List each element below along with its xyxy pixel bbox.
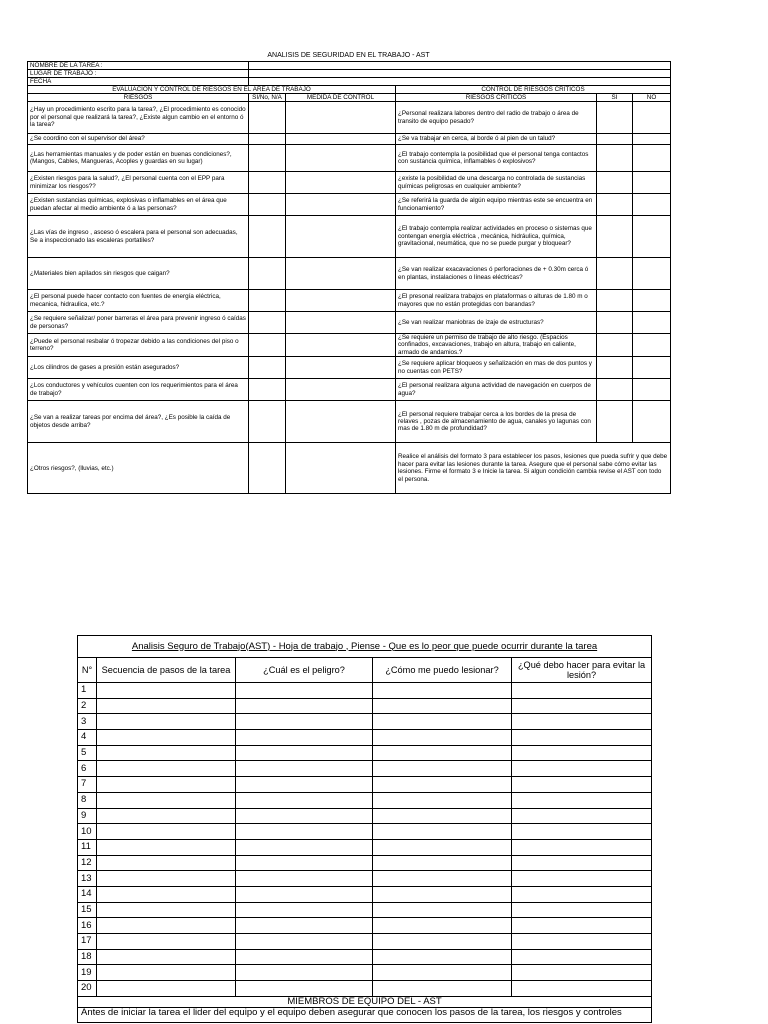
row-number: 18: [78, 949, 97, 965]
risk-row: [28, 334, 671, 357]
worksheet-row: [78, 934, 652, 950]
control-measure-cell[interactable]: [286, 194, 396, 216]
hazard-cell[interactable]: [236, 698, 373, 714]
work-location-label: LUGAR DE TRABAJO :: [28, 70, 249, 78]
row-number: 9: [78, 808, 97, 824]
worksheet-row: [78, 714, 652, 730]
step-cell[interactable]: [97, 745, 236, 761]
header-riesgos: RIESGOS: [28, 94, 249, 102]
hazard-cell[interactable]: [236, 902, 373, 918]
risk-row: [28, 379, 671, 401]
risk-answer-cell[interactable]: [249, 312, 286, 334]
step-cell[interactable]: [97, 761, 236, 777]
risk-question: ¿Hay un procedimiento escrito para la tarea?, ¿El procedimiento es conocido por el personal que realizará la tarea?, ¿Existe algun cambio en el entorno ó la tarea?: [28, 102, 249, 134]
step-cell[interactable]: [97, 855, 236, 871]
row-number: 7: [78, 777, 97, 793]
worksheet-table: [77, 635, 652, 1023]
risk-row: [28, 401, 671, 443]
worksheet-row: [78, 792, 652, 808]
risk-answer-cell[interactable]: [249, 102, 286, 134]
injury-cell[interactable]: [373, 934, 512, 950]
critical-risk-question: ¿Personal realizara labores dentro del radio de trabajo o área de transito de equipo pesado?: [396, 102, 597, 134]
critical-risk-question: ¿Se van realizar exacavaciones ó perforaciones de + 0.30m cerca ó en plantas, instalaciones o líneas eléctricas?: [396, 258, 597, 290]
worksheet-title-cell: [78, 636, 652, 658]
step-cell[interactable]: [97, 918, 236, 934]
risk-answer-cell[interactable]: [249, 401, 286, 443]
risk-question: ¿Se coordino con el supervisor del área?: [28, 134, 249, 145]
field-row-location: [28, 70, 671, 78]
row-number: 5: [78, 745, 97, 761]
critical-no-cell[interactable]: [633, 290, 671, 312]
critical-no-cell[interactable]: [633, 134, 671, 145]
critical-si-cell[interactable]: [597, 312, 633, 334]
risk-question: ¿Materiales bien apilados sin riesgos que caigan?: [28, 258, 249, 290]
prevention-cell[interactable]: [512, 714, 652, 730]
injury-cell[interactable]: [373, 886, 512, 902]
critical-no-cell[interactable]: [633, 401, 671, 443]
prevention-cell[interactable]: [512, 808, 652, 824]
prevention-cell[interactable]: [512, 730, 652, 746]
ast-table: [27, 61, 671, 494]
worksheet-row: [78, 824, 652, 840]
prevention-cell[interactable]: [512, 981, 652, 997]
prevention-cell[interactable]: [512, 949, 652, 965]
worksheet-row: [78, 777, 652, 793]
header-riesgos-criticos: RIESGOS CRITICOS: [396, 94, 597, 102]
right-section-title: CONTROL DE RIESGOS CRITICOS: [396, 86, 671, 94]
risk-question: ¿Las herramientas manuales y de poder están en buenas condiciones?, (Mangos, Cables, Mangueras, Acoples y guardas en su lugar): [28, 145, 249, 172]
hazard-cell[interactable]: [236, 777, 373, 793]
critical-no-cell[interactable]: [633, 194, 671, 216]
risk-question: ¿Existen sustancias químicas, explosivas o inflamables en el área que puedan afectar al medio ambiente ó a las personas?: [28, 194, 249, 216]
injury-cell[interactable]: [373, 792, 512, 808]
risk-question: ¿Existen riesgos para la salud?, ¿El personal cuenta con el EPP para minimizar los riesgos??: [28, 172, 249, 194]
hazard-cell[interactable]: [236, 824, 373, 840]
control-measure-cell[interactable]: [286, 443, 396, 494]
hazard-cell[interactable]: [236, 855, 373, 871]
injury-cell[interactable]: [373, 745, 512, 761]
risk-row: [28, 216, 671, 258]
critical-si-cell[interactable]: [597, 145, 633, 172]
row-number: 12: [78, 855, 97, 871]
hazard-cell[interactable]: [236, 934, 373, 950]
injury-cell[interactable]: [373, 981, 512, 997]
note-row: [78, 1007, 652, 1022]
date-label: FECHA: [28, 78, 249, 86]
step-cell[interactable]: [97, 965, 236, 981]
worksheet-row: [78, 902, 652, 918]
injury-cell[interactable]: [373, 855, 512, 871]
injury-cell[interactable]: [373, 761, 512, 777]
critical-si-cell[interactable]: [597, 258, 633, 290]
row-number: 17: [78, 934, 97, 950]
left-section-title: EVALUACIÓN Y CONTROL DE RIESGOS EN EL ÁREA DE TRABAJO: [28, 86, 396, 94]
injury-cell[interactable]: [373, 871, 512, 887]
risk-row: [28, 357, 671, 379]
worksheet-row: [78, 949, 652, 965]
prevention-cell[interactable]: [512, 918, 652, 934]
risk-answer-cell[interactable]: [249, 216, 286, 258]
injury-cell[interactable]: [373, 777, 512, 793]
critical-risk-question: ¿El personal requiere trabajar cerca a los bordes de la presa de relaves , pozas de almacenamiento de agua, canales yo lagunas con mas de 1.80 m de profundidad?: [396, 401, 597, 443]
row-number: 16: [78, 918, 97, 934]
risk-row: [28, 194, 671, 216]
row-number: 19: [78, 965, 97, 981]
step-cell[interactable]: [97, 902, 236, 918]
critical-no-cell[interactable]: [633, 258, 671, 290]
prevention-cell[interactable]: [512, 934, 652, 950]
worksheet-row: [78, 683, 652, 699]
row-number: 13: [78, 871, 97, 887]
hazard-cell[interactable]: [236, 714, 373, 730]
control-measure-cell[interactable]: [286, 258, 396, 290]
critical-si-cell[interactable]: [597, 290, 633, 312]
ast-worksheet: [77, 635, 651, 1023]
risk-question: ¿Se van a realizar tareas por encima del área?, ¿Es posible la caída de objetos desde arriba?: [28, 401, 249, 443]
risk-row: [28, 443, 671, 494]
hazard-cell[interactable]: [236, 761, 373, 777]
critical-si-cell[interactable]: [597, 401, 633, 443]
team-note: Antes de iniciar la tarea el lider del equipo y el equipo deben asegurar que conocen los pasos de la tarea, los riesgos y controles: [78, 1007, 652, 1022]
risk-row: [28, 134, 671, 145]
risk-answer-cell[interactable]: [249, 290, 286, 312]
risk-row: [28, 172, 671, 194]
step-cell[interactable]: [97, 777, 236, 793]
control-measure-cell[interactable]: [286, 216, 396, 258]
risk-question: ¿Puede el personal resbalar ó tropezar debido a las condiciones del piso o terreno?: [28, 334, 249, 357]
worksheet-row: [78, 761, 652, 777]
risk-answer-cell[interactable]: [249, 145, 286, 172]
worksheet-header-row: [78, 658, 652, 683]
step-cell[interactable]: [97, 730, 236, 746]
injury-cell[interactable]: [373, 698, 512, 714]
injury-cell[interactable]: [373, 730, 512, 746]
control-measure-cell[interactable]: [286, 312, 396, 334]
step-cell[interactable]: [97, 698, 236, 714]
header-prevention: ¿Qué debo hacer para evitar la lesión?: [512, 658, 652, 683]
critical-si-cell[interactable]: [597, 134, 633, 145]
hazard-cell[interactable]: [236, 886, 373, 902]
prevention-cell[interactable]: [512, 886, 652, 902]
injury-cell[interactable]: [373, 824, 512, 840]
hazard-cell[interactable]: [236, 871, 373, 887]
members-title: MIEMBROS DE EQUIPO DEL - AST: [78, 996, 652, 1007]
prevention-cell[interactable]: [512, 965, 652, 981]
injury-cell[interactable]: [373, 949, 512, 965]
instructions-note: Realice el análisis del formato 3 para establecer los pasos, lesiones que pueda sufrir y que debe hacer para evitar las lesiones durante la tarea. Asegure que el personal sabe cómo evitar las lesiones. Firme el formato 3 e Inicie la tarea. Si algun condición cambia revise el AST con todo el persona.: [396, 443, 671, 494]
row-number: 4: [78, 730, 97, 746]
worksheet-row: [78, 965, 652, 981]
worksheet-row: [78, 855, 652, 871]
prevention-cell[interactable]: [512, 698, 652, 714]
injury-cell[interactable]: [373, 839, 512, 855]
critical-si-cell[interactable]: [597, 172, 633, 194]
task-name-value[interactable]: [249, 62, 671, 70]
control-measure-cell[interactable]: [286, 145, 396, 172]
risk-question: ¿Se requiere señalizar/ poner barreras el área para prevenir ingreso ó caídas de personas?: [28, 312, 249, 334]
prevention-cell[interactable]: [512, 777, 652, 793]
column-header-row: [28, 94, 671, 102]
prevention-cell[interactable]: [512, 761, 652, 777]
ast-form: [27, 50, 670, 494]
critical-no-cell[interactable]: [633, 357, 671, 379]
control-measure-cell[interactable]: [286, 401, 396, 443]
risk-answer-cell[interactable]: [249, 172, 286, 194]
control-measure-cell[interactable]: [286, 357, 396, 379]
critical-risk-question: ¿Se requiere un permiso de trabajo de alto riesgo. (Espacios confinados, excavaciones, trabajo en altura, trabajo en caliente, armado de andamios.?: [396, 334, 597, 357]
risk-row: [28, 258, 671, 290]
risk-row: [28, 312, 671, 334]
step-cell[interactable]: [97, 824, 236, 840]
row-number: 3: [78, 714, 97, 730]
injury-cell[interactable]: [373, 918, 512, 934]
critical-no-cell[interactable]: [633, 102, 671, 134]
header-si-no-na: SI/No, N/A: [249, 94, 286, 102]
risk-row: [28, 290, 671, 312]
risk-answer-cell[interactable]: [249, 443, 286, 494]
date-value[interactable]: [249, 78, 671, 86]
field-row-date: [28, 78, 671, 86]
header-no: NO: [633, 94, 671, 102]
header-injury: ¿Cómo me puedo lesionar?: [373, 658, 512, 683]
step-cell[interactable]: [97, 683, 236, 699]
prevention-cell[interactable]: [512, 871, 652, 887]
step-cell[interactable]: [97, 934, 236, 950]
step-cell[interactable]: [97, 792, 236, 808]
risk-answer-cell[interactable]: [249, 134, 286, 145]
injury-cell[interactable]: [373, 683, 512, 699]
worksheet-row: [78, 698, 652, 714]
critical-risk-question: ¿El trabajo contempla realizar actividades en proceso o sistemas que contengan energía eléctrica , mecánica, hidráulica, química, gravitacional, neumática, que no se puede purgar y bloquear?: [396, 216, 597, 258]
critical-risk-question: ¿Se van realizar maniobras de izaje de estructuras?: [396, 312, 597, 334]
worksheet-row: [78, 981, 652, 997]
row-number: 20: [78, 981, 97, 997]
hazard-cell[interactable]: [236, 949, 373, 965]
worksheet-row: [78, 808, 652, 824]
critical-si-cell[interactable]: [597, 357, 633, 379]
row-number: 8: [78, 792, 97, 808]
worksheet-title-row: [78, 636, 652, 658]
critical-risk-question: ¿Se referirá la guarda de algún equipo mientras este se encuentra en funcionamiento?: [396, 194, 597, 216]
step-cell[interactable]: [97, 981, 236, 997]
risk-question: ¿El personal puede hacer contacto con fuentes de energía eléctrica, mecanica, hidraulica, etc.?: [28, 290, 249, 312]
risk-question: ¿Las vías de ingreso , asceso ó escalera para el personal son adecuadas, Se a inspeccionado las escaleras portatiles?: [28, 216, 249, 258]
critical-risk-question: ¿El trabajo contempla la posibilidad que el personal tenga contactos con sustancia química, inflamables ó explosivos?: [396, 145, 597, 172]
task-name-label: NOMBRE DE LA TAREA :: [28, 62, 249, 70]
section-title-row: [28, 86, 671, 94]
hazard-cell[interactable]: [236, 683, 373, 699]
critical-no-cell[interactable]: [633, 312, 671, 334]
hazard-cell[interactable]: [236, 918, 373, 934]
worksheet-row: [78, 730, 652, 746]
row-number: 14: [78, 886, 97, 902]
hazard-cell[interactable]: [236, 981, 373, 997]
control-measure-cell[interactable]: [286, 102, 396, 134]
row-number: 6: [78, 761, 97, 777]
hazard-cell[interactable]: [236, 965, 373, 981]
field-row-task: [28, 62, 671, 70]
injury-cell[interactable]: [373, 965, 512, 981]
critical-si-cell[interactable]: [597, 334, 633, 357]
critical-no-cell[interactable]: [633, 172, 671, 194]
risk-answer-cell[interactable]: [249, 334, 286, 357]
risk-answer-cell[interactable]: [249, 357, 286, 379]
control-measure-cell[interactable]: [286, 290, 396, 312]
step-cell[interactable]: [97, 714, 236, 730]
row-number: 10: [78, 824, 97, 840]
injury-cell[interactable]: [373, 902, 512, 918]
prevention-cell[interactable]: [512, 683, 652, 699]
hazard-cell[interactable]: [236, 839, 373, 855]
prevention-cell[interactable]: [512, 855, 652, 871]
hazard-cell[interactable]: [236, 745, 373, 761]
worksheet-row: [78, 886, 652, 902]
injury-cell[interactable]: [373, 808, 512, 824]
control-measure-cell[interactable]: [286, 172, 396, 194]
critical-risk-question: ¿El personal realizara alguna actividad de navegación en cuerpos de agua?: [396, 379, 597, 401]
risk-answer-cell[interactable]: [249, 258, 286, 290]
step-cell[interactable]: [97, 949, 236, 965]
critical-no-cell[interactable]: [633, 334, 671, 357]
critical-risk-question: ¿Se requiere aplicar bloqueos y señalización en mas de dos puntos y no cuentas con PETS?: [396, 357, 597, 379]
row-number: 15: [78, 902, 97, 918]
header-si: SI: [597, 94, 633, 102]
worksheet-row: [78, 745, 652, 761]
critical-risk-question: ¿existe la posibilidad de una descarga no controlada de sustancias químicas peligrosas en cualquier ambiente?: [396, 172, 597, 194]
critical-no-cell[interactable]: [633, 216, 671, 258]
risk-answer-cell[interactable]: [249, 194, 286, 216]
risk-question: ¿Los cilindros de gases a presión están asegurados?: [28, 357, 249, 379]
critical-si-cell[interactable]: [597, 194, 633, 216]
critical-risk-question: ¿Se va trabajar en cerca, al borde ó al pien de un talud?: [396, 134, 597, 145]
critical-si-cell[interactable]: [597, 216, 633, 258]
prevention-cell[interactable]: [512, 839, 652, 855]
control-measure-cell[interactable]: [286, 379, 396, 401]
critical-no-cell[interactable]: [633, 145, 671, 172]
hazard-cell[interactable]: [236, 808, 373, 824]
worksheet-row: [78, 871, 652, 887]
worksheet-row: [78, 839, 652, 855]
hazard-cell[interactable]: [236, 792, 373, 808]
work-location-value[interactable]: [249, 70, 671, 78]
step-cell[interactable]: [97, 808, 236, 824]
step-cell[interactable]: [97, 871, 236, 887]
worksheet-title: Analisis Seguro de Trabajo(AST) - Hoja de trabajo , Piense - Que es lo peor que puede ocurrir durante la tarea: [131, 640, 598, 652]
prevention-cell[interactable]: [512, 824, 652, 840]
risk-question: ¿Otros riesgos?, (lluvias, etc.): [28, 443, 249, 494]
critical-risk-question: ¿El presonal realizara trabajos en plataformas o alturas de 1.80 m o mayores que no están protegidas con barandas?: [396, 290, 597, 312]
row-number: 2: [78, 698, 97, 714]
header-number: N°: [78, 658, 97, 683]
control-measure-cell[interactable]: [286, 334, 396, 357]
critical-no-cell[interactable]: [633, 379, 671, 401]
prevention-cell[interactable]: [512, 902, 652, 918]
worksheet-row: [78, 918, 652, 934]
risk-answer-cell[interactable]: [249, 379, 286, 401]
prevention-cell[interactable]: [512, 745, 652, 761]
step-cell[interactable]: [97, 839, 236, 855]
risk-row: [28, 102, 671, 134]
header-hazard: ¿Cuál es el peligro?: [236, 658, 373, 683]
members-row: [78, 996, 652, 1007]
header-medida-control: MEDIDA DE CONTROL: [286, 94, 396, 102]
prevention-cell[interactable]: [512, 792, 652, 808]
risk-question: ¿Los conductores y vehículos cuenten con los requerimientos para el área de trabajo?: [28, 379, 249, 401]
ast-title: ANALISIS DE SEGURIDAD EN EL TRABAJO - AST: [267, 52, 430, 59]
hazard-cell[interactable]: [236, 730, 373, 746]
row-number: 1: [78, 683, 97, 699]
control-measure-cell[interactable]: [286, 134, 396, 145]
injury-cell[interactable]: [373, 714, 512, 730]
risk-row: [28, 145, 671, 172]
critical-si-cell[interactable]: [597, 102, 633, 134]
critical-si-cell[interactable]: [597, 379, 633, 401]
step-cell[interactable]: [97, 886, 236, 902]
row-number: 11: [78, 839, 97, 855]
header-steps: Secuencia de pasos de la tarea: [97, 658, 236, 683]
